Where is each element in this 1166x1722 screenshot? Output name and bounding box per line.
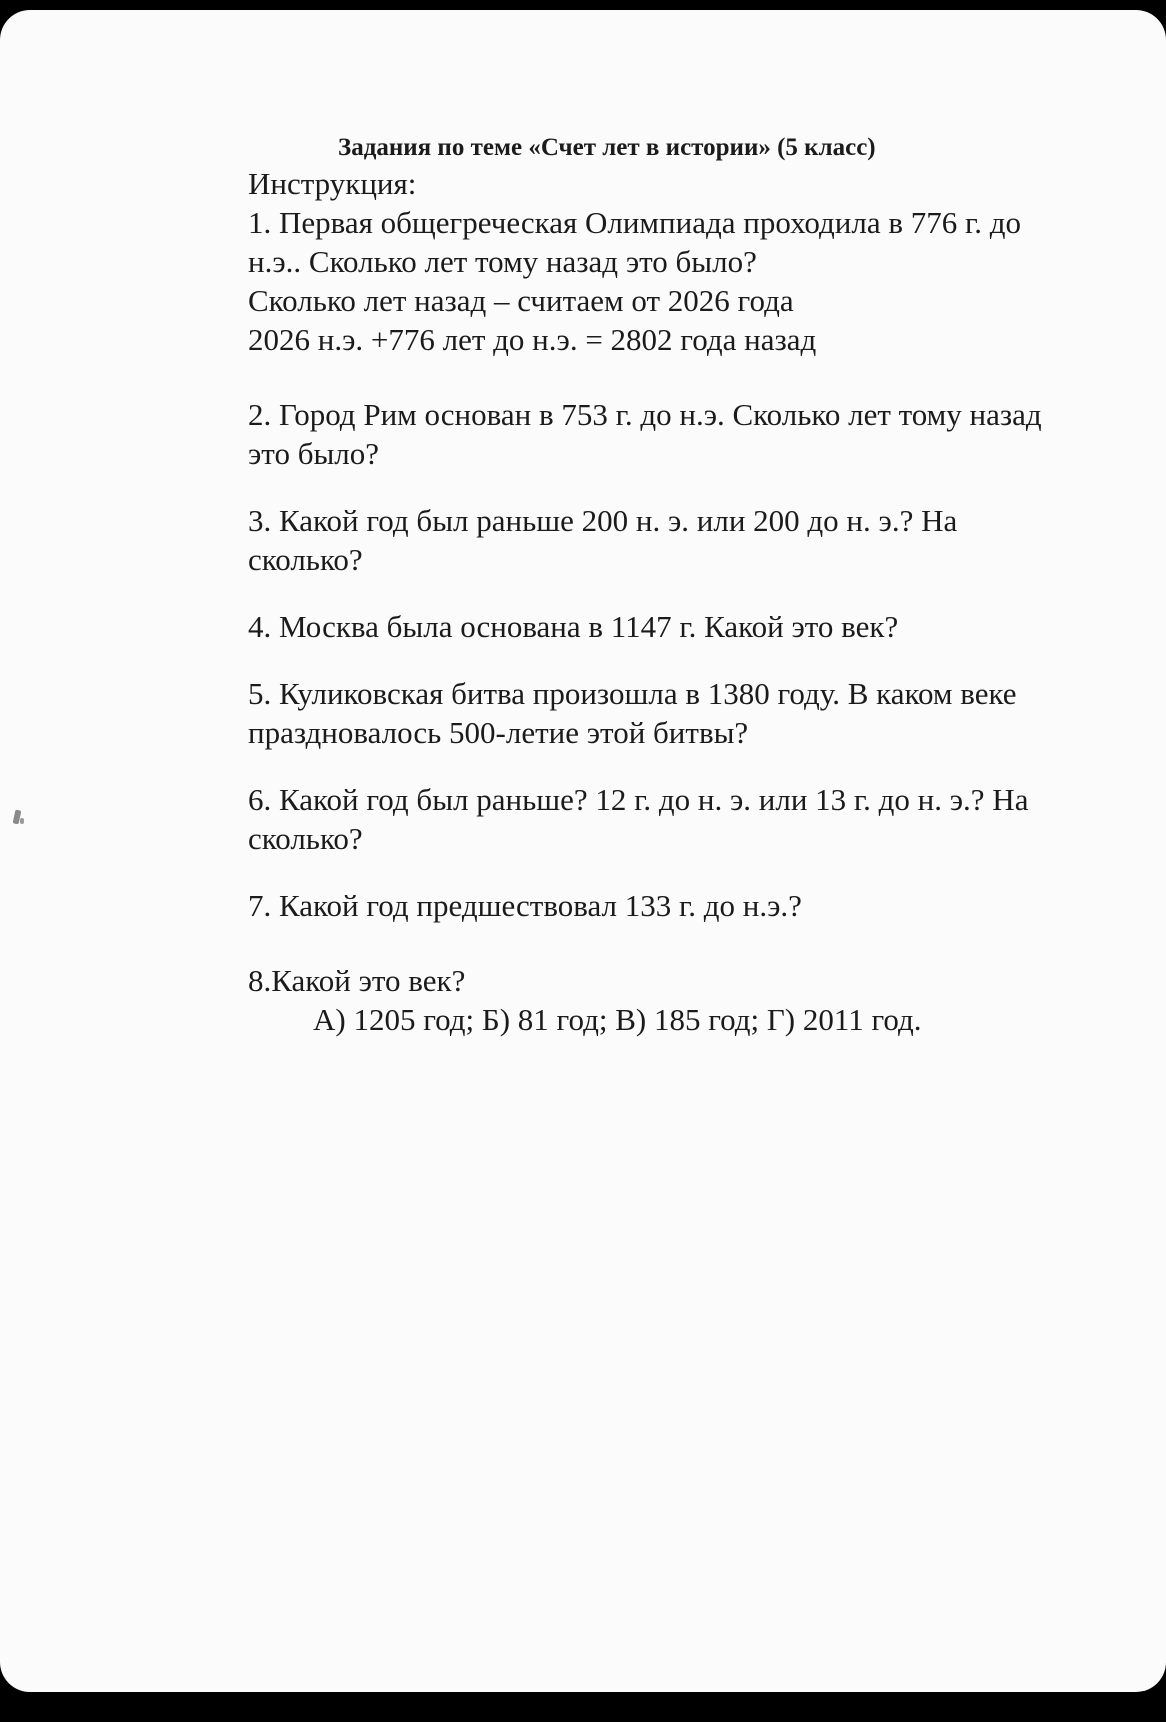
task-2 bbox=[248, 395, 1128, 473]
task-3 bbox=[248, 501, 1128, 579]
spacer bbox=[248, 579, 1128, 607]
task-4-line-1: 4. Москва была основана в 1147 г. Какой это век? bbox=[248, 609, 899, 644]
task-8-answers: А) 1205 год; Б) 81 год; В) 185 год; Г) 2011 год. bbox=[313, 1002, 922, 1037]
task-1-line-3: Сколько лет назад – считаем от 2026 года bbox=[248, 283, 794, 318]
task-1-line-4: 2026 н.э. +776 лет до н.э. = 2802 года назад bbox=[248, 322, 817, 357]
task-1 bbox=[248, 203, 1128, 359]
task-3-line-1: 3. Какой год был раньше 200 н. э. или 200 до н. э.? На bbox=[248, 503, 958, 538]
scan-speck-mark bbox=[20, 818, 24, 824]
task-3-line-2: сколько? bbox=[248, 542, 363, 577]
task-7-line-1: 7. Какой год предшествовал 133 г. до н.э.? bbox=[248, 888, 802, 923]
task-1-line-1: 1. Первая общегреческая Олимпиада проходила в 776 г. до bbox=[248, 205, 1021, 240]
task-4 bbox=[248, 607, 1128, 646]
spacer bbox=[248, 925, 1128, 961]
task-8-line-1: 8.Какой это век? bbox=[248, 963, 466, 998]
spacer bbox=[248, 359, 1128, 395]
task-6-line-1: 6. Какой год был раньше? 12 г. до н. э. или 13 г. до н. э.? На bbox=[248, 782, 1029, 817]
task-2-line-2: это было? bbox=[248, 436, 380, 471]
scanned-page bbox=[0, 10, 1166, 1692]
task-7 bbox=[248, 886, 1128, 925]
spacer bbox=[248, 858, 1128, 886]
task-1-line-2: н.э.. Сколько лет тому назад это было? bbox=[248, 244, 757, 279]
spacer bbox=[248, 752, 1128, 780]
task-5-line-2: праздновалось 500-летие этой битвы? bbox=[248, 715, 749, 750]
task-6 bbox=[248, 780, 1128, 858]
task-6-line-2: сколько? bbox=[248, 821, 363, 856]
task-8 bbox=[248, 961, 1128, 1039]
task-5-line-1: 5. Куликовская битва произошла в 1380 году. В каком веке bbox=[248, 676, 1017, 711]
worksheet-body bbox=[248, 122, 1128, 1039]
worksheet-title: Задания по теме «Счет лет в истории» (5 класс) bbox=[338, 134, 876, 161]
spacer bbox=[248, 646, 1128, 674]
spacer bbox=[248, 473, 1128, 501]
task-5 bbox=[248, 674, 1128, 752]
instruction-label: Инструкция: bbox=[248, 166, 417, 201]
task-2-line-1: 2. Город Рим основан в 753 г. до н.э. Сколько лет тому назад bbox=[248, 397, 1042, 432]
